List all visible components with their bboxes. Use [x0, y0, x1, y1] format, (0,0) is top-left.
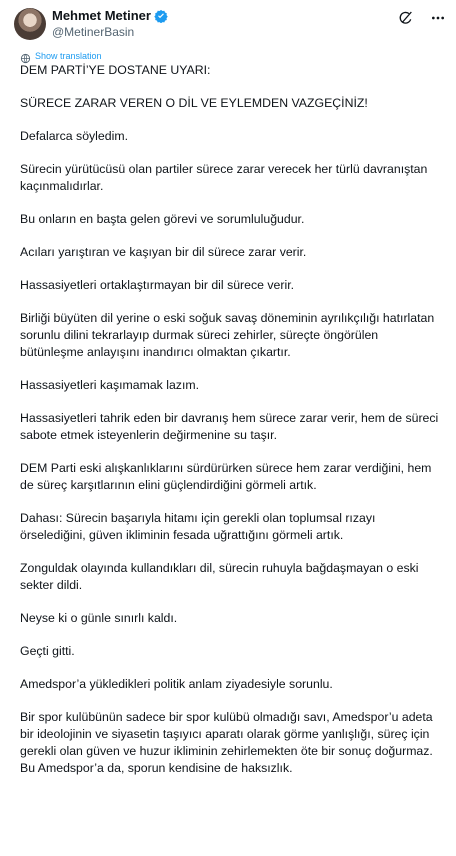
- verified-badge-icon: [154, 9, 168, 23]
- grok-icon[interactable]: [398, 10, 414, 26]
- tweet-paragraph: Neyse ki o günle sınırlı kaldı.: [20, 611, 178, 625]
- tweet-paragraph: Hassasiyetleri kaşımamak lazım.: [20, 378, 200, 392]
- tweet-paragraph: Hassasiyetleri tahrik eden bir davranış hem sürece zarar verir, hem de süreci sabote etmek isteyenlerin değirmenine su taşır.: [20, 411, 439, 442]
- tweet-paragraph: Defalarca söyledim.: [20, 129, 128, 143]
- display-name-row: [52, 8, 168, 24]
- tweet-paragraph: DEM PARTİ’YE DOSTANE UYARI:: [20, 63, 211, 77]
- tweet-header: [14, 6, 446, 40]
- tweet-paragraph: Sürecin yürütücüsü olan partiler sürece zarar verecek her türlü davranıştan kaçınmalıdırlar.: [20, 162, 428, 193]
- display-name[interactable]: Mehmet Metiner: [52, 8, 151, 23]
- tweet-paragraph: Dahası: Sürecin başarıyla hitamı için gerekli olan toplumsal rızayı örselediğini, güven ikliminin fesada uğrattığını görmeli artık.: [20, 511, 376, 542]
- tweet-paragraph: SÜRECE ZARAR VEREN O DİL VE EYLEMDEN VAZGEÇİNİZ!: [20, 96, 368, 110]
- tweet-text: [20, 62, 444, 793]
- tweet-paragraph: Zonguldak olayında kullandıkları dil, sürecin ruhuyla bağdaşmayan o eski sekter dildi.: [20, 561, 419, 592]
- avatar[interactable]: [14, 8, 46, 40]
- tweet-paragraph: Amedspor’a yükledikleri politik anlam ziyadesiyle sorunlu.: [20, 677, 333, 691]
- tweet-paragraph: Acıları yarıştıran ve kaşıyan bir dil sürece zarar verir.: [20, 245, 307, 259]
- header-actions: [398, 10, 446, 26]
- tweet-paragraph: DEM Parti eski alışkanlıklarını sürdürürken sürece hem zarar verdiğini, hem de süreç karşıtlarının elini güçlendirdiğini görmeli artık.: [20, 461, 432, 492]
- show-translation-link[interactable]: Show translation: [35, 51, 102, 61]
- tweet-paragraph: Birliği büyüten dil yerine o eski soğuk savaş döneminin ayrılıkçılığı hatırlatan sorunlu dilini tekrarlayıp durmak süreci zehirler, süreçte öngörülen bütünleşme anlayışını inandırıcı olmaktan çıkartır.: [20, 311, 435, 359]
- translate-icon: [20, 51, 31, 62]
- more-horizontal-icon[interactable]: [430, 10, 446, 26]
- tweet-paragraph: Geçti gitti.: [20, 644, 75, 658]
- author-names: [52, 8, 168, 40]
- show-translation[interactable]: [20, 50, 102, 62]
- tweet-paragraph: Bir spor kulübünün sadece bir spor kulübü olmadığı savı, Amedspor’u adeta bir ideolojinin ve siyasetin taşıyıcı aparatı olarak görme yanlışlığı, süreç için gerekli olan güven ve huzur ikliminin zehirlemekten öte bir sonuç doğurmaz. Bu Amedspor’a da, sporun kendisine de haksızlık.: [20, 710, 433, 775]
- tweet-paragraph: Hassasiyetleri ortaklaştırmayan bir dil sürece verir.: [20, 278, 295, 292]
- tweet-paragraph: Bu onların en başta gelen görevi ve sorumluluğudur.: [20, 212, 305, 226]
- handle[interactable]: @MetinerBasin: [52, 25, 135, 39]
